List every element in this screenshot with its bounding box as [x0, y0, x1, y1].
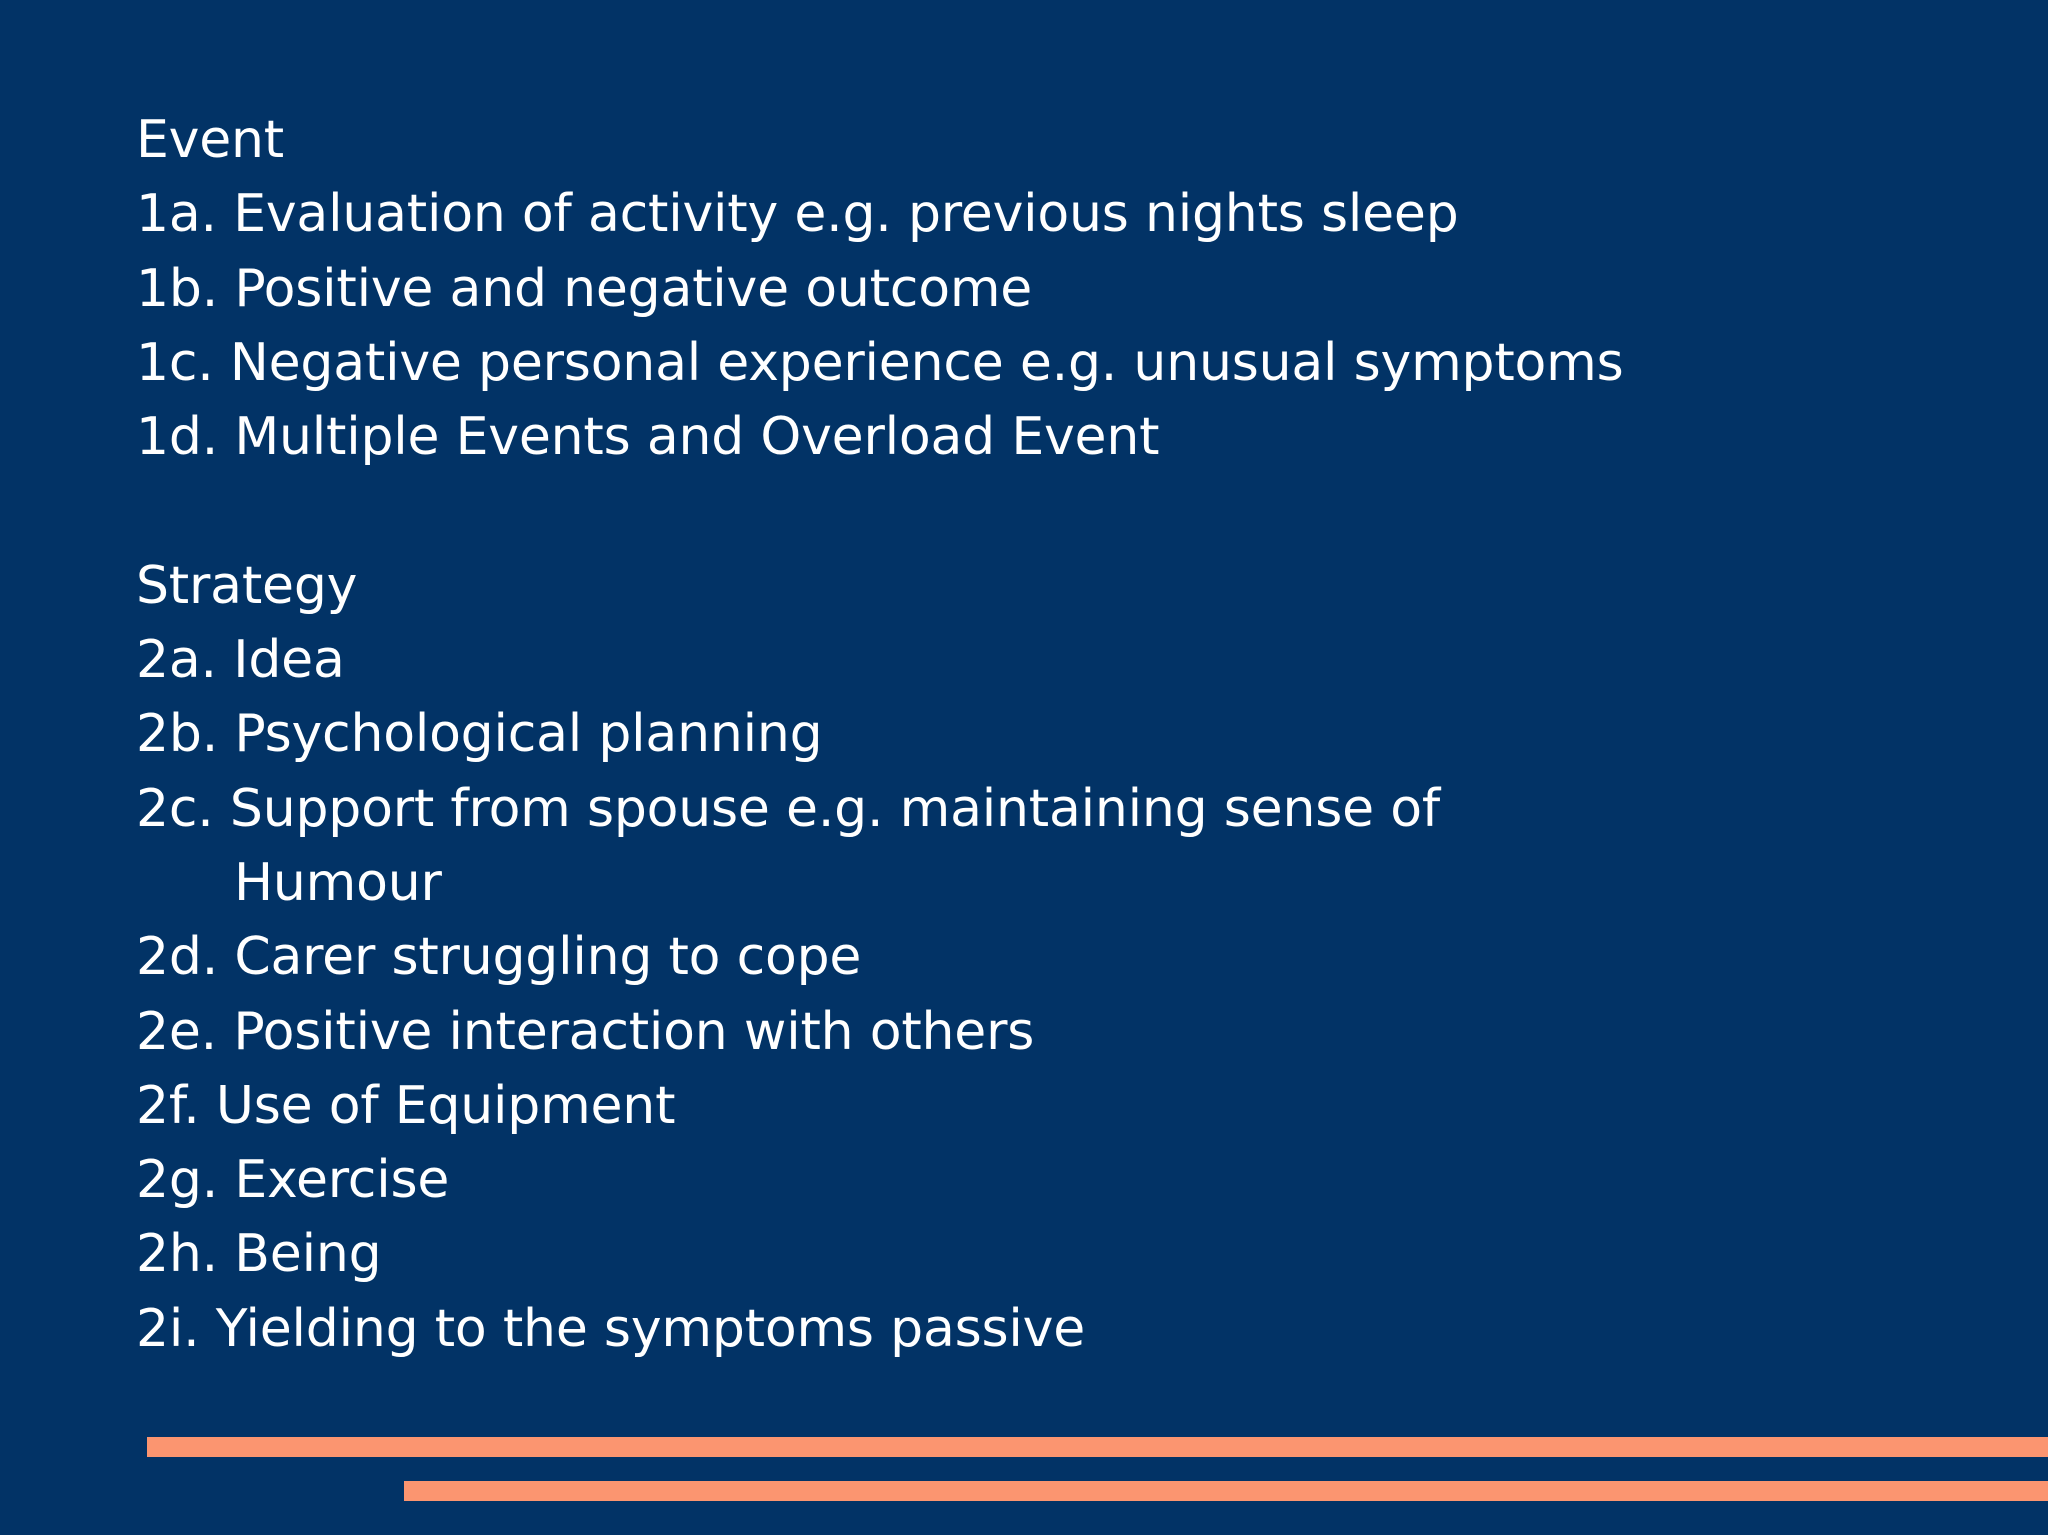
slide-content	[136, 103, 1836, 1366]
strategy-heading: Strategy	[136, 555, 358, 616]
event-item-1d: 1d. Multiple Events and Overload Event	[136, 407, 1160, 468]
strategy-item-2c-continued: Humour	[234, 852, 442, 913]
event-item-1c: 1c. Negative personal experience e.g. unusual symptoms	[136, 332, 1624, 393]
strategy-item-2f: 2f. Use of Equipment	[136, 1075, 676, 1136]
section-spacer	[136, 474, 1836, 548]
strategy-item-2b: 2b. Psychological planning	[136, 704, 823, 765]
event-item-1a: 1a. Evaluation of activity e.g. previous nights sleep	[136, 184, 1459, 245]
strategy-item-2g: 2g. Exercise	[136, 1150, 450, 1211]
strategy-item-2i: 2i. Yielding to the symptoms passive	[136, 1298, 1086, 1359]
strategy-item-2c: 2c. Support from spouse e.g. maintaining sense of	[136, 778, 1440, 839]
accent-bar-bottom	[404, 1481, 2048, 1501]
strategy-item-2a: 2a. Idea	[136, 630, 345, 691]
strategy-item-2e: 2e. Positive interaction with others	[136, 1001, 1035, 1062]
accent-bar-top	[147, 1437, 2048, 1457]
event-heading: Event	[136, 110, 284, 170]
strategy-item-2d: 2d. Carer struggling to cope	[136, 927, 862, 988]
strategy-item-2h: 2h. Being	[136, 1224, 382, 1285]
event-item-1b: 1b. Positive and negative outcome	[136, 258, 1033, 319]
